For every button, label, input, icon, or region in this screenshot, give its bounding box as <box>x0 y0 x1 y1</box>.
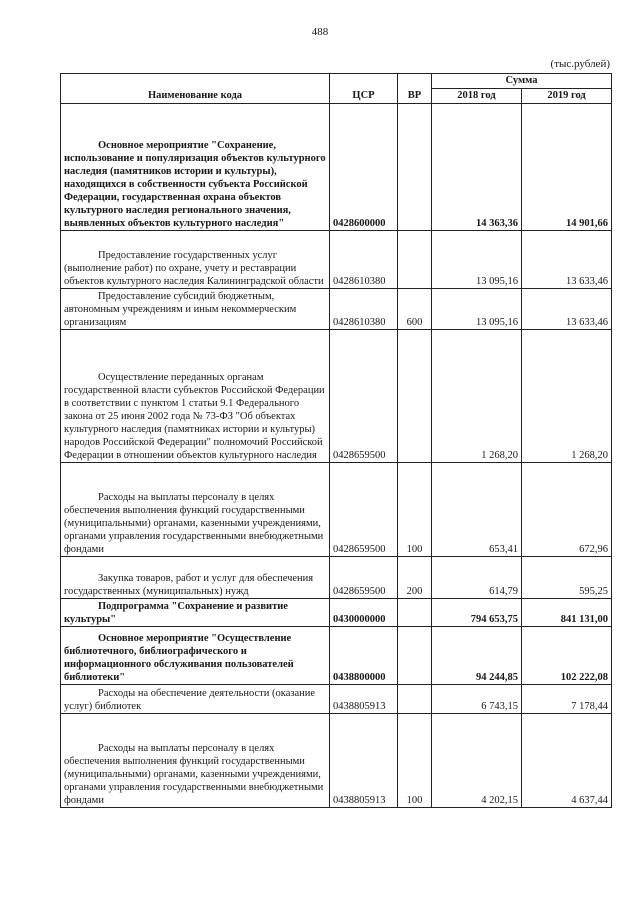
row-csr-code: 0438805913 <box>330 714 398 808</box>
row-name <box>61 289 330 330</box>
header-vr: ВР <box>398 74 432 104</box>
row-csr-code: 0438805913 <box>330 685 398 714</box>
table-row <box>61 463 612 557</box>
row-name <box>61 557 330 599</box>
row-sum-2019: 841 131,00 <box>522 599 612 627</box>
table-row <box>61 104 612 231</box>
row-name <box>61 599 330 627</box>
table-row <box>61 714 612 808</box>
header-csr: ЦСР <box>330 74 398 104</box>
row-sum-2019: 14 901,66 <box>522 104 612 231</box>
row-sum-2018: 794 653,75 <box>432 599 522 627</box>
row-vr-code: 200 <box>398 557 432 599</box>
row-csr-code: 0430000000 <box>330 599 398 627</box>
row-name-text: Расходы на выплаты персоналу в целях обеспечения выполнения функций государственными (муниципальными) органами, казенными учреждениями, органами управления государственными внебюджетными фондами <box>64 743 324 806</box>
header-sum: Сумма <box>432 74 612 89</box>
row-name-text: Расходы на выплаты персоналу в целях обеспечения выполнения функций государственными (муниципальными) органами, казенными учреждениями, органами управления государственными внебюджетными фондами <box>64 492 324 555</box>
row-name-text: Основное мероприятие "Сохранение, использование и популяризация объектов культурного наследия (памятников истории и культуры), находящихся в собственности субъекта Российской Федерации, государственная охрана объектов культурного наследия регионального значения, выявленных объектов культурного наследия" <box>64 140 326 229</box>
row-csr-code: 0428659500 <box>330 330 398 463</box>
row-sum-2018: 94 244,85 <box>432 627 522 685</box>
row-sum-2019: 1 268,20 <box>522 330 612 463</box>
row-csr-code: 0428659500 <box>330 557 398 599</box>
row-name <box>61 627 330 685</box>
row-sum-2018: 1 268,20 <box>432 330 522 463</box>
row-sum-2018: 14 363,36 <box>432 104 522 231</box>
header-year-2018: 2018 год <box>432 89 522 104</box>
row-csr-code: 0428610380 <box>330 231 398 289</box>
header-name: Наименование кода <box>61 74 330 104</box>
row-vr-code: 100 <box>398 463 432 557</box>
row-sum-2019: 4 637,44 <box>522 714 612 808</box>
row-sum-2019: 672,96 <box>522 463 612 557</box>
row-sum-2018: 13 095,16 <box>432 289 522 330</box>
budget-table <box>60 73 612 808</box>
row-sum-2018: 653,41 <box>432 463 522 557</box>
row-name <box>61 685 330 714</box>
row-name-text: Закупка товаров, работ и услуг для обеспечения государственных (муниципальных) нужд <box>64 573 314 597</box>
table-row <box>61 231 612 289</box>
row-name <box>61 231 330 289</box>
row-vr-code <box>398 231 432 289</box>
row-name <box>61 714 330 808</box>
row-name-text: Предоставление государственных услуг (выполнение работ) по охране, учету и реставрации объектов культурного наследия Калининградской области <box>64 250 324 287</box>
row-vr-code <box>398 104 432 231</box>
row-name <box>61 330 330 463</box>
row-sum-2019: 13 633,46 <box>522 231 612 289</box>
row-vr-code <box>398 685 432 714</box>
row-vr-code: 600 <box>398 289 432 330</box>
row-name-text: Расходы на обеспечение деятельности (оказание услуг) библиотек <box>64 688 316 712</box>
row-csr-code: 0428610380 <box>330 289 398 330</box>
row-csr-code: 0438800000 <box>330 627 398 685</box>
row-name-text: Основное мероприятие "Осуществление библиотечного, библиографического и информационного обслуживания пользователей библиотеки" <box>64 633 294 683</box>
row-name-text: Подпрограмма "Сохранение и развитие культуры" <box>64 601 288 625</box>
table-row <box>61 289 612 330</box>
row-csr-code: 0428659500 <box>330 463 398 557</box>
row-sum-2018: 4 202,15 <box>432 714 522 808</box>
table-row <box>61 685 612 714</box>
table-row <box>61 627 612 685</box>
table-row <box>61 557 612 599</box>
row-name-text: Предоставление субсидий бюджетным, автономным учреждениям и иным некоммерческим организациям <box>64 291 297 328</box>
table-row <box>61 599 612 627</box>
header-year-2019: 2019 год <box>522 89 612 104</box>
row-name-text: Осуществление переданных органам государственной власти субъектов Российской Федерации в соответствии с пунктом 1 статьи 9.1 Федерального закона от 25 июня 2002 года № 73-ФЗ "Об объектах культурного наследия (памятниках истории и культуры) народов Российской Федерации" полномочий Российской Федерации в отношении объектов культурного наследия <box>64 372 325 461</box>
row-sum-2019: 7 178,44 <box>522 685 612 714</box>
page-number: 488 <box>311 26 329 38</box>
row-sum-2019: 595,25 <box>522 557 612 599</box>
row-sum-2018: 6 743,15 <box>432 685 522 714</box>
row-vr-code: 100 <box>398 714 432 808</box>
units-label: (тыс.рублей) <box>550 58 610 70</box>
row-sum-2018: 13 095,16 <box>432 231 522 289</box>
row-name <box>61 463 330 557</box>
row-vr-code <box>398 599 432 627</box>
row-name <box>61 104 330 231</box>
row-sum-2019: 13 633,46 <box>522 289 612 330</box>
row-csr-code: 0428600000 <box>330 104 398 231</box>
row-sum-2019: 102 222,08 <box>522 627 612 685</box>
row-sum-2018: 614,79 <box>432 557 522 599</box>
row-vr-code <box>398 627 432 685</box>
row-vr-code <box>398 330 432 463</box>
table-row <box>61 330 612 463</box>
